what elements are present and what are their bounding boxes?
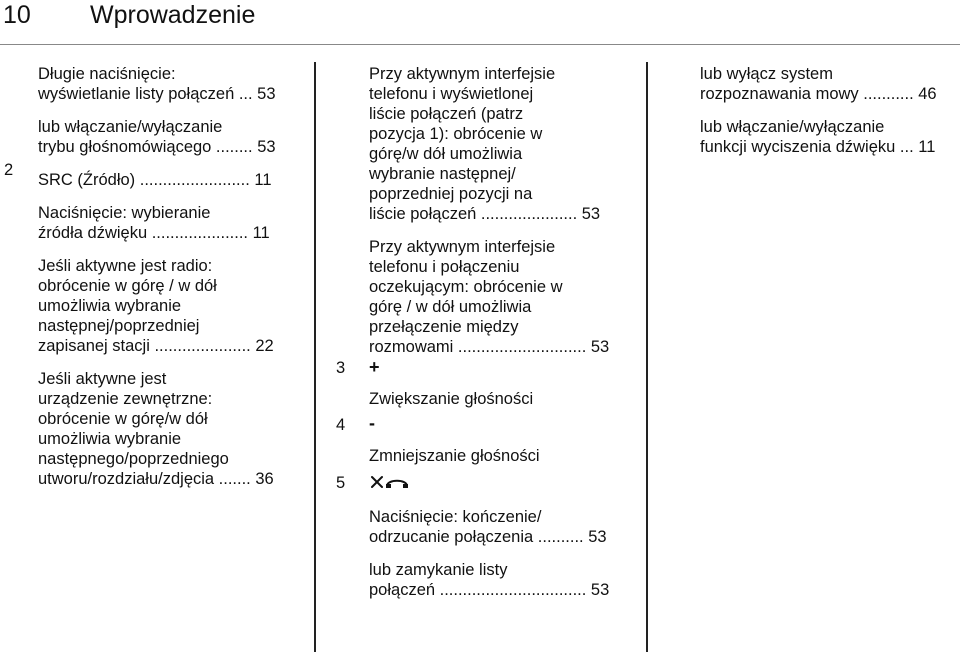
text-line: lub wyłącz system xyxy=(700,65,833,83)
volume-down-label: Zmniejszanie głośności xyxy=(369,447,540,465)
text-line: Jeśli aktywne jest xyxy=(38,370,167,388)
text-line: wyświetlanie listy połączeń ... 53 xyxy=(38,85,276,103)
text-line: lub włączanie/wyłączanie xyxy=(700,118,885,136)
text-line: telefonu i wyświetlonej xyxy=(369,85,534,103)
item-number-4: 4 xyxy=(336,416,346,434)
text-line: poprzedniej pozycji na xyxy=(369,185,533,203)
page-number: 10 xyxy=(3,1,31,29)
entry-src xyxy=(38,170,276,190)
chapter-title: Wprowadzenie xyxy=(90,1,256,29)
text-line: górę/w dół umożliwia xyxy=(369,145,523,163)
text-line: rozmowami ............................ 53 xyxy=(369,338,610,356)
entry-close-list xyxy=(369,560,609,600)
text-line: Naciśnięcie: kończenie/ xyxy=(369,508,542,526)
entry-long-press xyxy=(38,64,276,104)
column-2-tail xyxy=(369,507,609,613)
text-line: lub zamykanie listy xyxy=(369,561,508,579)
text-line: oczekującym: obrócenie w xyxy=(369,278,563,296)
text-line: SRC (Źródło) ........................ 11 xyxy=(38,171,272,189)
text-line: wybranie następnej/ xyxy=(369,165,516,183)
text-line: połączeń ................................ 53 xyxy=(369,581,610,599)
column-divider-1 xyxy=(314,62,316,652)
column-2 xyxy=(369,64,609,370)
text-line: utworu/rozdziału/zdjęcia ....... 36 xyxy=(38,470,274,488)
text-line: Przy aktywnym interfejsie xyxy=(369,238,556,256)
text-line: telefonu i połączeniu xyxy=(369,258,520,276)
text-line: urządzenie zewnętrzne: xyxy=(38,390,213,408)
text-line: liście połączeń ..................... 53 xyxy=(369,205,601,223)
text-line: funkcji wyciszenia dźwięku ... 11 xyxy=(700,138,936,156)
item-number-5: 5 xyxy=(336,474,346,492)
header-divider xyxy=(0,44,960,45)
text-line: lub włączanie/wyłączanie xyxy=(38,118,223,136)
text-line: zapisanej stacji ..................... 22 xyxy=(38,337,274,355)
text-line: odrzucanie połączenia .......... 53 xyxy=(369,528,607,546)
entry-external-device xyxy=(38,369,276,489)
column-3 xyxy=(700,64,937,170)
item-number-2: 2 xyxy=(4,161,14,179)
entry-voice-recognition xyxy=(700,64,937,104)
page-header xyxy=(0,0,960,46)
plus-symbol: + xyxy=(369,357,380,377)
minus-symbol: - xyxy=(369,413,375,433)
text-line: pozycja 1): obrócenie w xyxy=(369,125,543,143)
volume-up-label: Zwiększanie głośności xyxy=(369,390,534,408)
text-line: umożliwia wybranie xyxy=(38,297,182,315)
text-line: źródła dźwięku ..................... 11 xyxy=(38,224,270,242)
entry-end-call xyxy=(369,507,609,547)
text-line: Jeśli aktywne jest radio: xyxy=(38,257,213,275)
text-line: rozpoznawania mowy ........... 46 xyxy=(700,85,937,103)
text-line: trybu głośnomówiącego ........ 53 xyxy=(38,138,276,156)
column-divider-2 xyxy=(646,62,648,652)
text-line: Przy aktywnym interfejsie xyxy=(369,65,556,83)
item-number-3: 3 xyxy=(336,359,346,377)
text-line: obrócenie w górę/w dół xyxy=(38,410,208,428)
column-1 xyxy=(38,64,276,502)
entry-mute xyxy=(700,117,937,157)
text-line: obrócenie w górę / w dół xyxy=(38,277,217,295)
text-line: górę / w dół umożliwia xyxy=(369,298,532,316)
entry-select-source xyxy=(38,203,276,243)
text-line: przełączenie między xyxy=(369,318,519,336)
entry-radio xyxy=(38,256,276,356)
entry-waiting-call xyxy=(369,237,609,357)
text-line: następnej/poprzedniej xyxy=(38,317,200,335)
text-line: umożliwia wybranie xyxy=(38,430,182,448)
text-line: liście połączeń (patrz xyxy=(369,105,524,123)
entry-handsfree xyxy=(38,117,276,157)
entry-call-list xyxy=(369,64,609,224)
text-line: następnego/poprzedniego xyxy=(38,450,229,468)
phone-hangup-icon xyxy=(369,474,411,497)
text-line: Naciśnięcie: wybieranie xyxy=(38,204,211,222)
text-line: Długie naciśnięcie: xyxy=(38,65,176,83)
